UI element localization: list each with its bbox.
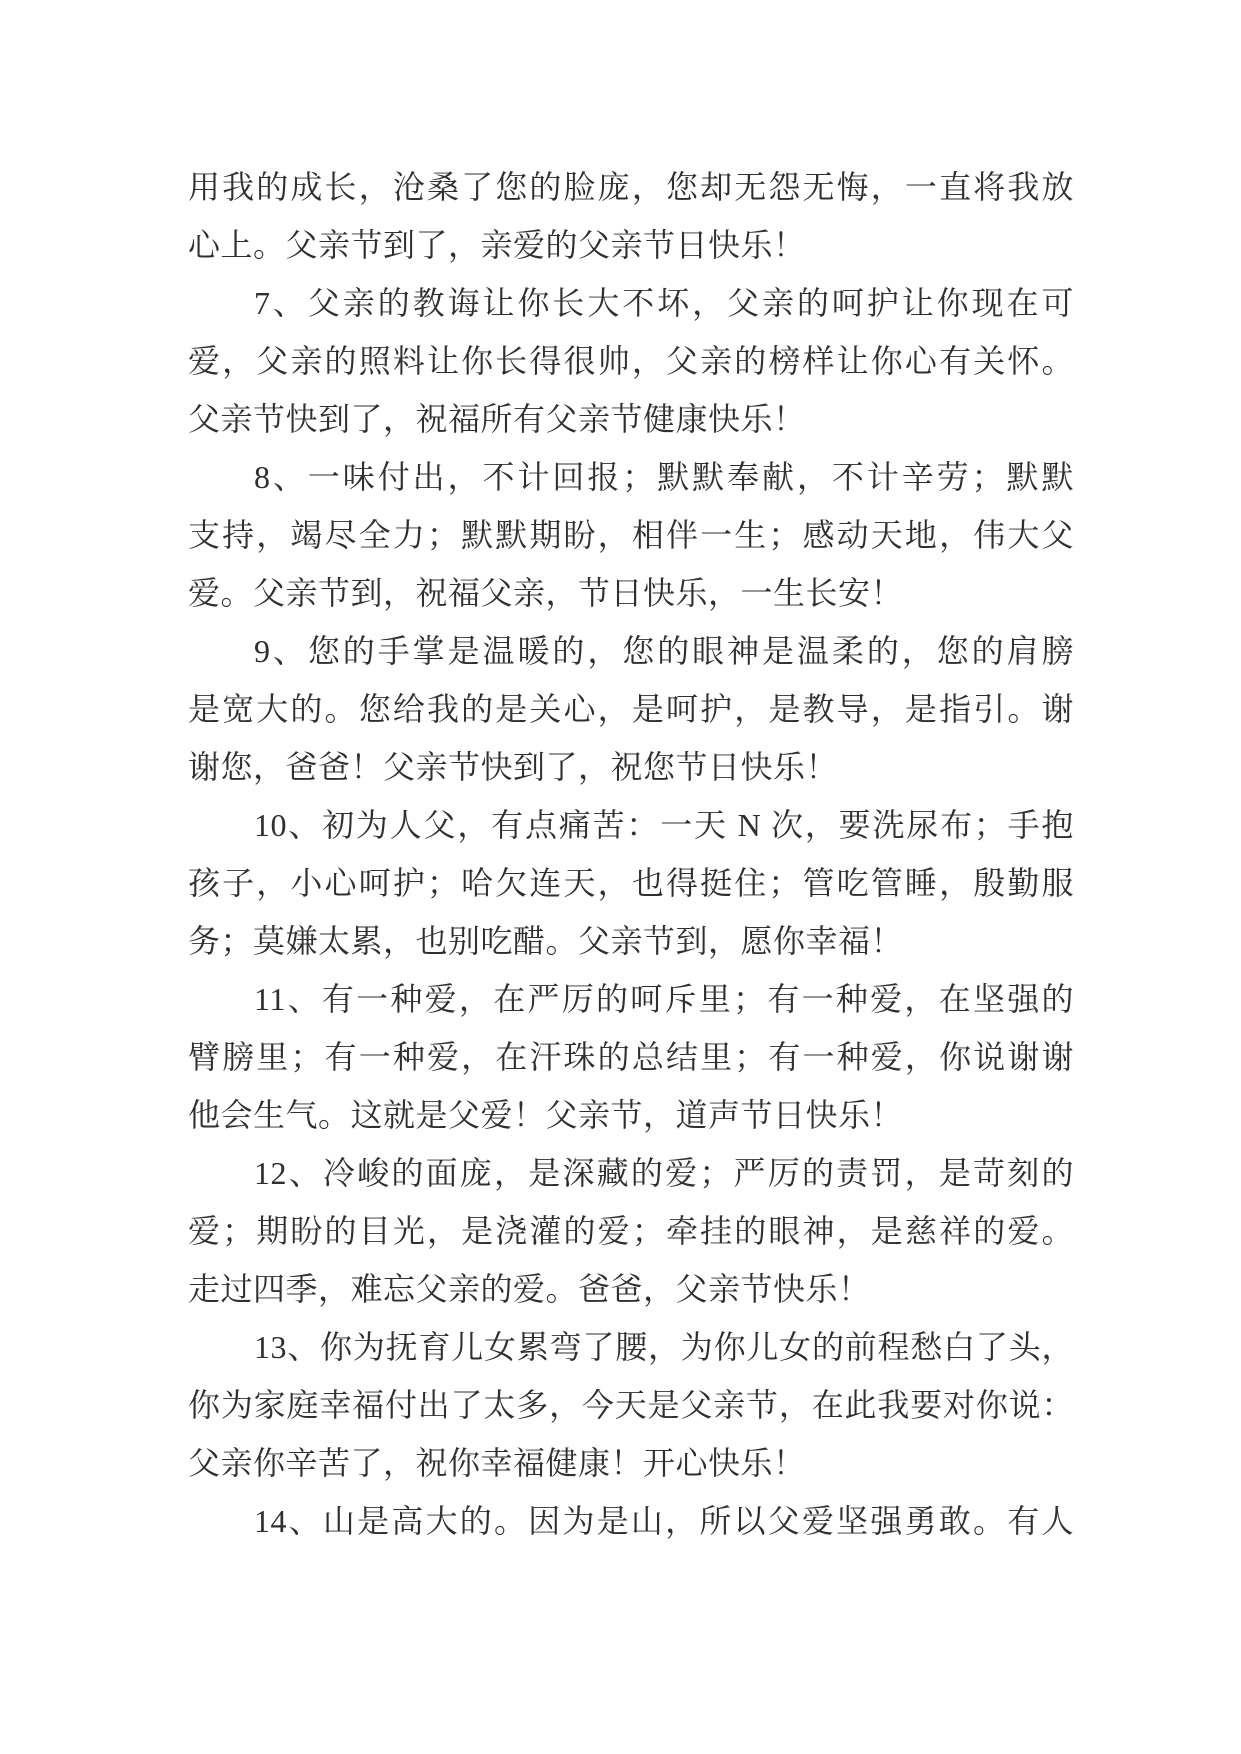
text-line: 父亲节快到了，祝福所有父亲节健康快乐！ <box>188 401 806 437</box>
text-line: 你为家庭幸福付出了太多，今天是父亲节，在此我要对你说： <box>188 1387 1074 1423</box>
paragraph-14 <box>188 1492 1074 1550</box>
text-line: 10、初为人父，有点痛苦：一天 N 次，要洗尿布；手抱 <box>254 807 1074 843</box>
text-line: 13、你为抚育儿女累弯了腰，为你儿女的前程愁白了头， <box>254 1329 1074 1365</box>
text-line: 14、山是高大的。因为是山，所以父爱坚强勇敢。有人 <box>254 1503 1074 1539</box>
paragraph-7 <box>188 274 1074 448</box>
text-line: 爱；期盼的目光，是浇灌的爱；牵挂的眼神，是慈祥的爱。 <box>188 1213 1074 1249</box>
paragraph-11 <box>188 970 1074 1144</box>
text-line: 务；莫嫌太累，也别吃醋。父亲节到，愿你幸福！ <box>188 923 904 959</box>
text-line: 爱，父亲的照料让你长得很帅，父亲的榜样让你心有关怀。 <box>188 343 1074 379</box>
text-line: 7、父亲的教诲让你长大不坏，父亲的呵护让你现在可 <box>254 285 1074 321</box>
text-line: 他会生气。这就是父爱！父亲节，道声节日快乐！ <box>188 1097 904 1133</box>
paragraph-13 <box>188 1318 1074 1492</box>
text-line: 11、有一种爱，在严厉的呵斥里；有一种爱，在坚强的 <box>254 981 1074 1017</box>
text-line: 8、一味付出，不计回报；默默奉献，不计辛劳；默默 <box>254 459 1074 495</box>
text-line: 用我的成长，沧桑了您的脸庞，您却无怨无悔，一直将我放 <box>188 169 1074 205</box>
text-line: 孩子，小心呵护；哈欠连天，也得挺住；管吃管睡，殷勤服 <box>188 865 1074 901</box>
paragraph-10 <box>188 796 1074 970</box>
text-line: 谢您，爸爸！父亲节快到了，祝您节日快乐！ <box>188 749 839 785</box>
paragraph-9 <box>188 622 1074 796</box>
document-body <box>188 158 1074 1550</box>
text-line: 臂膀里；有一种爱，在汗珠的总结里；有一种爱，你说谢谢 <box>188 1039 1074 1075</box>
text-line: 父亲你辛苦了，祝你幸福健康！开心快乐！ <box>188 1445 806 1481</box>
text-line: 走过四季，难忘父亲的爱。爸爸，父亲节快乐！ <box>188 1271 871 1307</box>
paragraph-8 <box>188 448 1074 622</box>
text-line: 爱。父亲节到，祝福父亲，节日快乐，一生长安！ <box>188 575 904 611</box>
text-line: 心上。父亲节到了，亲爱的父亲节日快乐！ <box>188 227 806 263</box>
text-line: 12、冷峻的面庞，是深藏的爱；严厉的责罚，是苛刻的 <box>254 1155 1074 1191</box>
text-line: 支持，竭尽全力；默默期盼，相伴一生；感动天地，伟大父 <box>188 517 1074 553</box>
text-line: 9、您的手掌是温暖的，您的眼神是温柔的，您的肩膀 <box>254 633 1074 669</box>
paragraph-continuation <box>188 158 1074 274</box>
paragraph-12 <box>188 1144 1074 1318</box>
text-line: 是宽大的。您给我的是关心，是呵护，是教导，是指引。谢 <box>188 691 1074 727</box>
